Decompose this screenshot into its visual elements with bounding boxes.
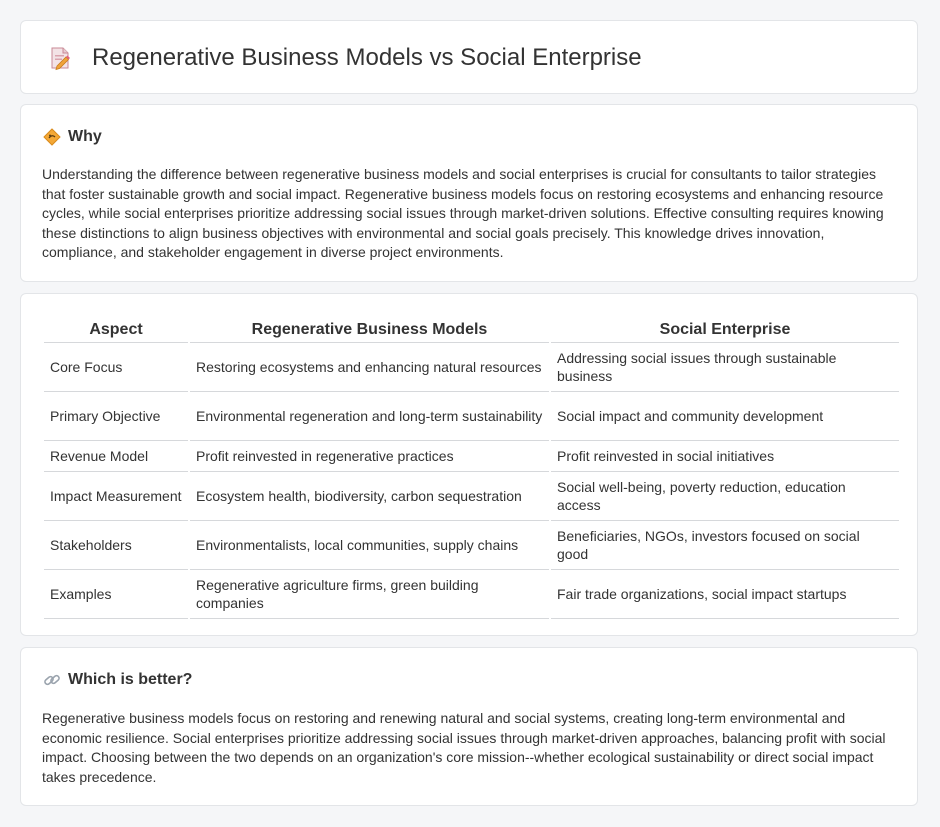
row-regenerative: Regenerative agriculture firms, green building companies	[189, 570, 550, 619]
row-regenerative: Profit reinvested in regenerative practices	[189, 441, 550, 472]
better-text: Regenerative business models focus on restoring and renewing natural and social systems, creating long-term environmental and economic resilience. Social enterprises prioritize addressing social issues through market-driven approaches, balancing profit with social impact. Choosing between the two depends on an organization's core mission--whether ecological sustainability or direct social impact takes precedence.	[42, 710, 886, 785]
row-aspect: Revenue Model	[44, 441, 189, 472]
row-social: Beneficiaries, NGOs, investors focused on social good	[550, 521, 899, 570]
row-social: Social impact and community development	[550, 392, 899, 441]
header-aspect: Aspect	[44, 314, 189, 343]
row-aspect: Primary Objective	[44, 392, 189, 441]
header-social: Social Enterprise	[550, 314, 899, 343]
row-social: Addressing social issues through sustainable business	[550, 343, 899, 392]
table-row	[44, 521, 899, 570]
header-regenerative: Regenerative Business Models	[189, 314, 550, 343]
title-card	[20, 20, 918, 94]
comparison-card	[20, 293, 918, 636]
why-heading: Why	[68, 128, 102, 145]
row-regenerative: Restoring ecosystems and enhancing natural resources	[189, 343, 550, 392]
row-aspect: Core Focus	[44, 343, 189, 392]
better-heading: Which is better?	[68, 671, 193, 688]
table-header-row	[44, 314, 899, 343]
row-aspect: Examples	[44, 570, 189, 619]
row-social: Fair trade organizations, social impact startups	[550, 570, 899, 619]
why-text: Understanding the difference between regenerative business models and social enterprises is crucial for consultants to tailor strategies that foster sustainable growth and social impact. Regenerative business models focus on restoring ecosystems and enhancing resource cycles, while social enterprises prioritize addressing social issues through market-driven solutions. Effective consulting requires knowing these distinctions to align business objectives with environmental and social goals precisely. This knowledge drives innovation, compliance, and stakeholder engagement in diverse project environments.	[42, 166, 884, 260]
table-row	[44, 343, 899, 392]
link-icon	[43, 671, 61, 689]
table-row	[44, 441, 899, 472]
table-row	[44, 392, 899, 441]
page-title: Regenerative Business Models vs Social Enterprise	[92, 44, 642, 71]
row-regenerative: Ecosystem health, biodiversity, carbon sequestration	[189, 472, 550, 521]
which-better-section	[20, 647, 918, 806]
document-pencil-icon	[47, 45, 73, 71]
better-heading-row	[43, 670, 192, 690]
table-row	[44, 472, 899, 521]
comparison-table	[44, 314, 899, 619]
why-section	[20, 104, 918, 282]
why-heading-row	[43, 127, 102, 147]
row-social: Profit reinvested in social initiatives	[550, 441, 899, 472]
row-regenerative: Environmentalists, local communities, supply chains	[189, 521, 550, 570]
diamond-sign-icon	[43, 128, 61, 146]
row-regenerative: Environmental regeneration and long-term sustainability	[189, 392, 550, 441]
row-social: Social well-being, poverty reduction, education access	[550, 472, 899, 521]
table-row	[44, 570, 899, 619]
row-aspect: Stakeholders	[44, 521, 189, 570]
row-aspect: Impact Measurement	[44, 472, 189, 521]
